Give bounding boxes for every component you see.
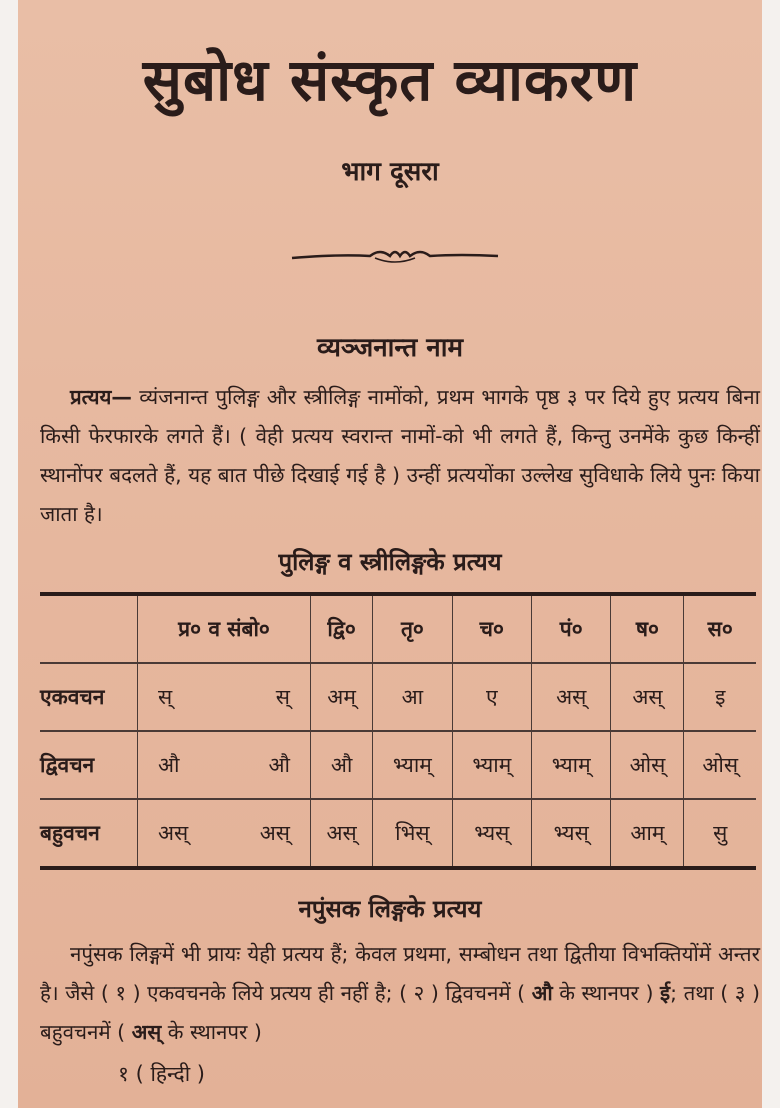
- header-cell: पं०: [532, 594, 611, 663]
- row-label: बहुवचन: [40, 799, 138, 868]
- cell: स्: [275, 685, 290, 709]
- ornament-divider-icon: [290, 244, 500, 268]
- book-page: [18, 0, 762, 1108]
- cell: स्: [158, 685, 173, 709]
- cell: औ: [158, 753, 180, 777]
- cell: आम्: [611, 799, 684, 868]
- cell: अस्: [532, 663, 611, 731]
- footnote: १ ( हिन्दी ): [118, 1062, 206, 1086]
- row-label: द्विवचन: [40, 731, 138, 799]
- cell: अस्: [259, 821, 290, 845]
- table-row: [40, 731, 756, 799]
- header-cell: ष०: [611, 594, 684, 663]
- header-cell: स०: [684, 594, 756, 663]
- header-cell: प्र० व संबो०: [138, 594, 311, 663]
- cell: अम्: [311, 663, 373, 731]
- cell: ओस्: [684, 731, 756, 799]
- cell: आ: [373, 663, 452, 731]
- row-label: एकवचन: [40, 663, 138, 731]
- cell: भ्यस्: [452, 799, 531, 868]
- table-header-row: [40, 594, 756, 663]
- cell: सु: [684, 799, 756, 868]
- cell: भ्याम्: [532, 731, 611, 799]
- neuter-heading: नपुंसक लिङ्गके प्रत्यय: [298, 895, 482, 923]
- cell: भिस्: [373, 799, 452, 868]
- cell: ओस्: [611, 731, 684, 799]
- cell: ए: [452, 663, 531, 731]
- book-part: भाग दूसरा: [341, 157, 439, 187]
- cell: अस्: [611, 663, 684, 731]
- header-cell: द्वि०: [311, 594, 373, 663]
- table-caption: पुलिङ्ग व स्त्रीलिङ्गके प्रत्यय: [278, 548, 502, 576]
- book-title: सुबोध संस्कृत व्याकरण: [142, 46, 638, 114]
- cell: अस्: [311, 799, 373, 868]
- table-row: [40, 663, 756, 731]
- neuter-paragraph: नपुंसक लिङ्गमें भी प्रायः येही प्रत्यय हैं; केवल प्रथमा, सम्बोधन तथा द्वितीया विभक्तियोंमें अन्तर है। जैसे ( १ ) एकवचनके लिये प्रत्यय ही नहीं है; ( २ ) द्विवचनमें ( औ के स्थानपर ) ई; तथा ( ३ ) बहुवचनमें ( अस् के स्थानपर ): [40, 942, 760, 1044]
- intro-lead: प्रत्यय—: [70, 385, 132, 409]
- intro-paragraph: [40, 378, 760, 534]
- header-cell: च०: [452, 594, 531, 663]
- cell: औ: [268, 753, 290, 777]
- cell: इ: [684, 663, 756, 731]
- cell: भ्याम्: [373, 731, 452, 799]
- cell: भ्यस्: [532, 799, 611, 868]
- header-cell: तृ०: [373, 594, 452, 663]
- table-row: [40, 799, 756, 868]
- cell: अस्: [158, 821, 189, 845]
- cell: औ: [311, 731, 373, 799]
- section-heading: व्यञ्जनान्त नाम: [316, 333, 464, 363]
- suffix-table: [40, 592, 756, 870]
- cell: भ्याम्: [452, 731, 531, 799]
- intro-text: व्यंजनान्त पुलिङ्ग और स्त्रीलिङ्ग नामोंको, प्रथम भागके पृष्ठ ३ पर दिये हुए प्रत्यय बिना किसी फेरफारके लगते हैं। ( वेही प्रत्यय स्वरान्त नामों-को भी लगते हैं, किन्तु उनमेंके कुछ किन्हीं स्थानोंपर बदलते हैं, यह बात पीछे दिखाई गई है ) उन्हीं प्रत्ययोंका उल्लेख सुविधाके लिये पुनः किया जाता है।: [40, 385, 760, 526]
